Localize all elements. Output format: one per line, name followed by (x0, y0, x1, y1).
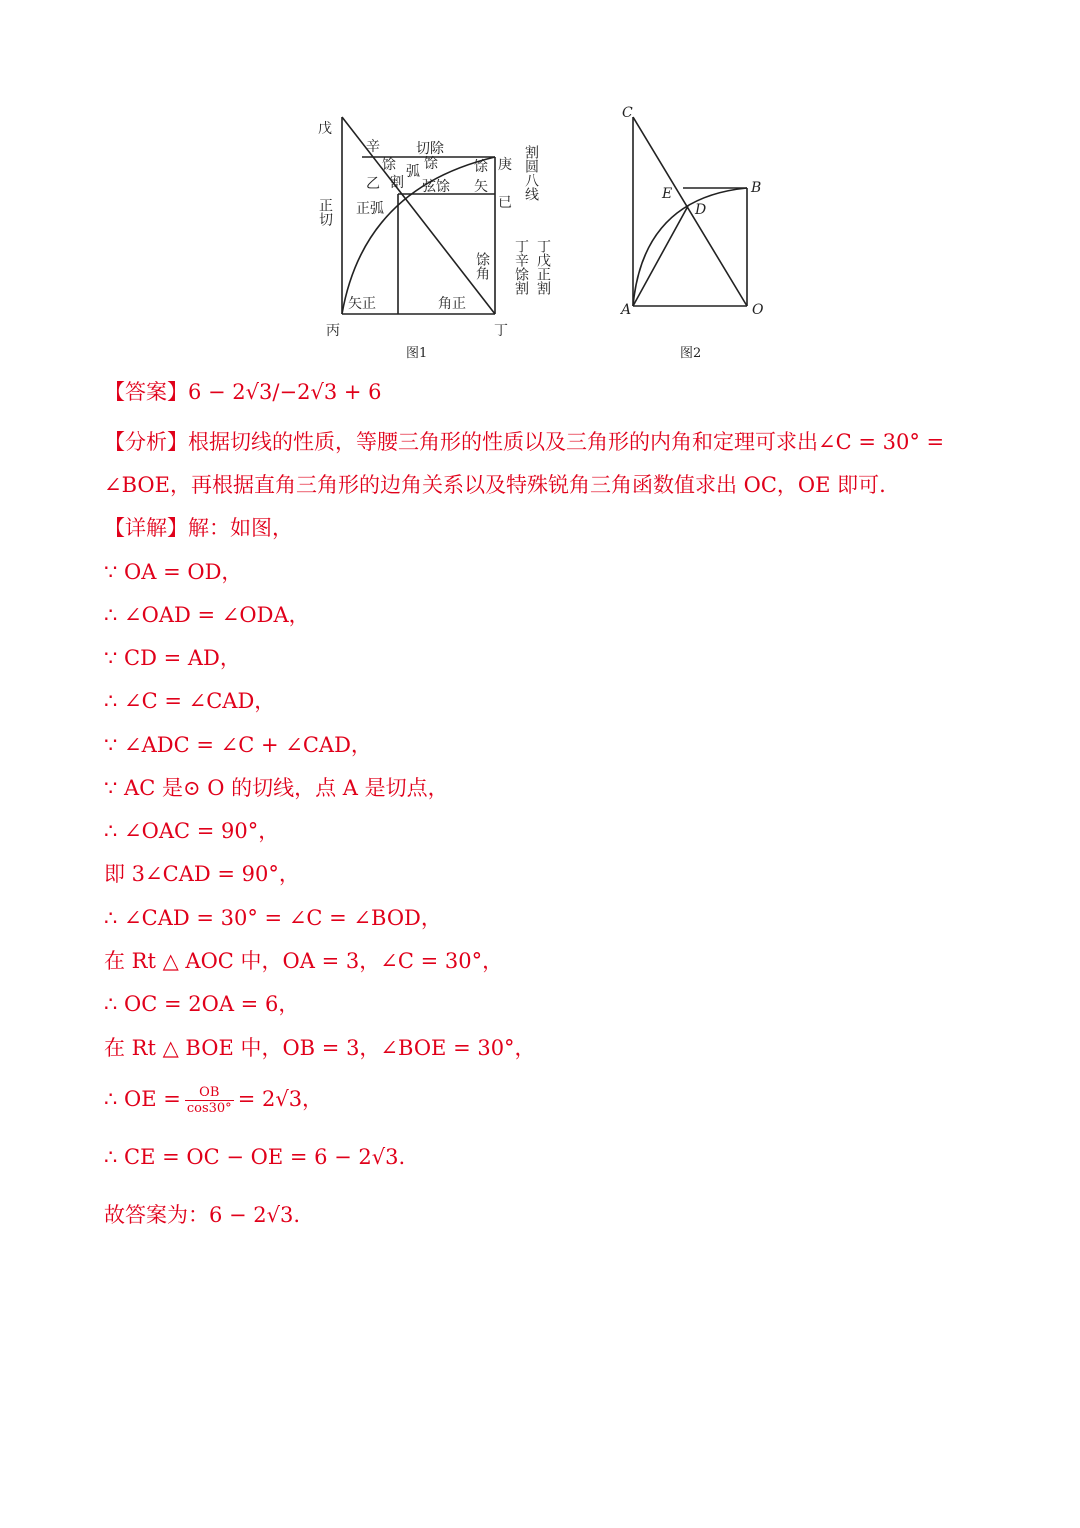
detail-step: ∵ ∠ADC = ∠C + ∠CAD， (104, 733, 372, 757)
fig1-label-qiechu: 切除 (416, 141, 444, 157)
fig1-caption: 图1 (406, 346, 428, 361)
analysis-line-1 (104, 427, 944, 457)
fig1-label-ding: 丁 (494, 323, 508, 339)
fig1-label-xu3: 馀 (474, 159, 488, 175)
fig2-label-a: A (621, 302, 632, 318)
fig2-label-o: O (752, 302, 764, 318)
oe-suffix: = 2√3， (237, 1087, 324, 1111)
fig1-label-zhengqie: 正切 (317, 198, 333, 226)
figure2-geometry (633, 117, 747, 306)
fig1-label-jiaozheng: 角正 (438, 296, 466, 312)
detail-step: ∴ ∠C = ∠CAD， (104, 689, 276, 713)
analysis-text-2: ∠BOE，再根据直角三角形的边角关系以及特殊锐角三角函数值求出 OC，OE 即可. (104, 473, 886, 497)
figures (300, 95, 780, 370)
fig1-label-hu1: 弧 (406, 164, 420, 180)
fig1-label-shizheng: 矢正 (348, 296, 376, 312)
answer-line (104, 377, 382, 407)
fig1-label-bing: 丙 (326, 323, 340, 339)
answer-text: 6 − 2√3/−2√3 + 6 (188, 380, 382, 404)
analysis-line-2 (104, 470, 886, 500)
detail-step: ∵ OA = OD， (104, 560, 243, 584)
fig1-label-wu: 戊 (318, 121, 332, 137)
detail-intro: 解：如图， (188, 516, 293, 540)
fig1-label-dingxinxuge: 丁辛馀割 (513, 239, 529, 295)
fig1-label-shi: 矢 (474, 179, 488, 195)
oe-denominator: cos30° (186, 1101, 232, 1116)
detail-step: ∴ OC = 2OA = 6， (104, 992, 300, 1016)
analysis-text-1: 根据切线的性质，等腰三角形的性质以及三角形的内角和定理可求出∠C = 30° = (188, 430, 945, 454)
detail-step: ∴ ∠OAC = 90°， (104, 819, 280, 843)
detail-tag: 【详解】 (104, 516, 188, 540)
fig1-label-geyuanbaxian: 割圆八线 (523, 145, 539, 201)
fig2-label-d: D (695, 202, 707, 218)
detail-step: ∵ CD = AD， (104, 646, 241, 670)
oe-prefix: ∴ OE = (104, 1087, 181, 1111)
fig1-label-xujiao: 馀角 (474, 252, 490, 280)
figure-svg (300, 95, 780, 370)
answer-tag: 【答案】 (104, 380, 188, 404)
fig1-label-xianxu: 弦馀 (422, 179, 450, 195)
oe-numerator: OB (185, 1085, 234, 1101)
detail-step: ∴ ∠CAD = 30° = ∠C = ∠BOD， (104, 906, 442, 930)
ce-line: ∴ CE = OC − OE = 6 − 2√3. (104, 1145, 406, 1169)
detail-step: 在 Rt △ BOE 中，OB = 3，∠BOE = 30°， (104, 1036, 536, 1060)
fig1-label-zheng: 正弧 (356, 201, 384, 217)
final-answer-line: 故答案为：6 − 2√3. (104, 1203, 301, 1227)
detail-step: ∴ ∠OAD = ∠ODA， (104, 603, 310, 627)
fig2-caption: 图2 (680, 346, 702, 361)
fig1-label-ji: 已 (498, 195, 512, 211)
detail-header (104, 513, 293, 543)
detail-step: 在 Rt △ AOC 中，OA = 3，∠C = 30°， (104, 949, 504, 973)
fig2-label-b: B (751, 180, 762, 196)
oe-line (104, 1080, 323, 1118)
fig1-label-geng: 庚 (498, 157, 512, 173)
analysis-tag: 【分析】 (104, 430, 188, 454)
oe-fraction (185, 1085, 234, 1116)
fig1-label-xu2: 馀 (424, 156, 438, 172)
detail-step: 即 3∠CAD = 90°， (104, 862, 300, 886)
fig1-label-ge: 割 (390, 175, 404, 191)
fig1-label-xin: 辛 (366, 139, 380, 155)
fig2-label-c: C (622, 105, 633, 121)
fig1-label-dingwuzhengge: 丁戊正割 (535, 239, 551, 295)
fig2-label-e: E (662, 186, 673, 202)
fig1-label-xu1: 馀 (382, 157, 396, 173)
detail-step: ∵ AC 是⊙ O 的切线，点 A 是切点， (104, 776, 449, 800)
fig1-label-yi: 乙 (366, 176, 380, 192)
